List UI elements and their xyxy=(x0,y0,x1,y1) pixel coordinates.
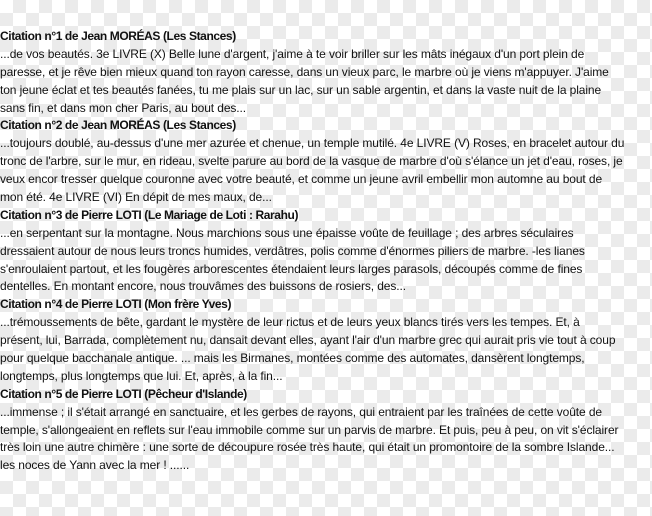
citation-text-line: très loin une autre chimère : une sorte de découpure rosée très haute, qui était un promontoire de la sombre Islande... xyxy=(0,440,615,455)
citation-text-line: longtemps, plus longtemps que lui. Et, après, à la fin... xyxy=(0,368,283,383)
citation-text-line: mon été. 4e LIVRE (VI) En dépit de mes maux, de... xyxy=(0,190,272,205)
citation-title: Citation n°2 de Jean MORÉAS (Les Stances) xyxy=(0,118,236,133)
citation-2 xyxy=(0,117,652,206)
citations-document xyxy=(0,28,652,475)
citation-text-line: ton jeune éclat et tes beautés fanées, tu me plais sur un lac, sur un sable argentin, et dans la vaste nuit de la plaine xyxy=(0,82,602,97)
citation-5 xyxy=(0,386,652,475)
citation-1 xyxy=(0,28,652,117)
citation-text-line: tronc de l'arbre, sur le mur, en rideau, svelte parure au bord de la vasque de marbre d'où s'élance un jet d'eau, roses, je xyxy=(0,154,623,169)
citation-text-line: s'enroulaient partout, et les fougères arborescentes étendaient leurs larges parasols, découpés comme de fines xyxy=(0,261,583,276)
citation-text-line: les noces de Yann avec la mer ! ...... xyxy=(0,458,190,473)
citation-title: Citation n°5 de Pierre LOTI (Pêcheur d'Islande) xyxy=(0,386,247,401)
citation-title: Citation n°3 de Pierre LOTI (Le Mariage de Loti : Rarahu) xyxy=(0,207,299,222)
citation-text-line: présent, lui, Barrada, complètement nu, dansait devant elles, ayant l'air d'un marbre grec qui aurait pris vie tout à coup xyxy=(0,333,616,348)
citation-title: Citation n°1 de Jean MORÉAS (Les Stances) xyxy=(0,29,236,43)
citation-text-line: ...immense ; il s'était arrangé en sanctuaire, et les gerbes de rayons, qui entraient par les traînées de cette voûte de xyxy=(0,404,602,419)
citation-text-line: temple, s'allongeaient en reflets sur l'eau immobile comme sur un parvis de marbre. Et puis, peu à peu, on vit s'éclairer xyxy=(0,422,619,437)
citation-text-line: ...en serpentant sur la montagne. Nous marchions sous une épaisse voûte de feuillage ; des arbres séculaires xyxy=(0,225,574,240)
citation-text-line: pour quelque bacchanale antique. ... mais les Birmanes, montées comme des automates, dansèrent longtemps, xyxy=(0,351,585,366)
citation-text-line: ...trémoussements de bête, gardant le mystère de leur rictus et de leurs yeux blancs tirés vers les tempes. Et, à xyxy=(0,315,580,330)
citation-text-line: dressaient autour de nous leurs troncs humides, verdâtres, polis comme d'énormes piliers de marbre. -les lianes xyxy=(0,243,585,258)
citation-title: Citation n°4 de Pierre LOTI (Mon frère Yves) xyxy=(0,297,232,312)
citation-text-line: ...de vos beautés. 3e LIVRE (X) Belle lune d'argent, j'aime à te voir briller sur les mâts inégaux d'un port plein de xyxy=(0,46,585,61)
citation-text-line: ...toujours doublé, au-dessus d'une mer azurée et chenue, un temple mutilé. 4e LIVRE (V) Roses, en bracelet autour du xyxy=(0,136,625,151)
citation-text-line: veux encor tresser quelque couronne avec votre beauté, et comme un jeune avril embellir mon automne au bout de xyxy=(0,172,603,187)
citation-3 xyxy=(0,207,652,296)
citation-text-line: sans fin, et dans mon cher Paris, au bout des... xyxy=(0,100,247,115)
citation-text-line: dentelles. En montant encore, nous trouvâmes des buissons de rosiers, des... xyxy=(0,279,406,294)
citation-text-line: paresse, et je rêve bien mieux quand ton rayon caresse, dans un vieux parc, le marbre où je viens m'appuyer. J'aime xyxy=(0,64,609,79)
citation-4 xyxy=(0,296,652,385)
